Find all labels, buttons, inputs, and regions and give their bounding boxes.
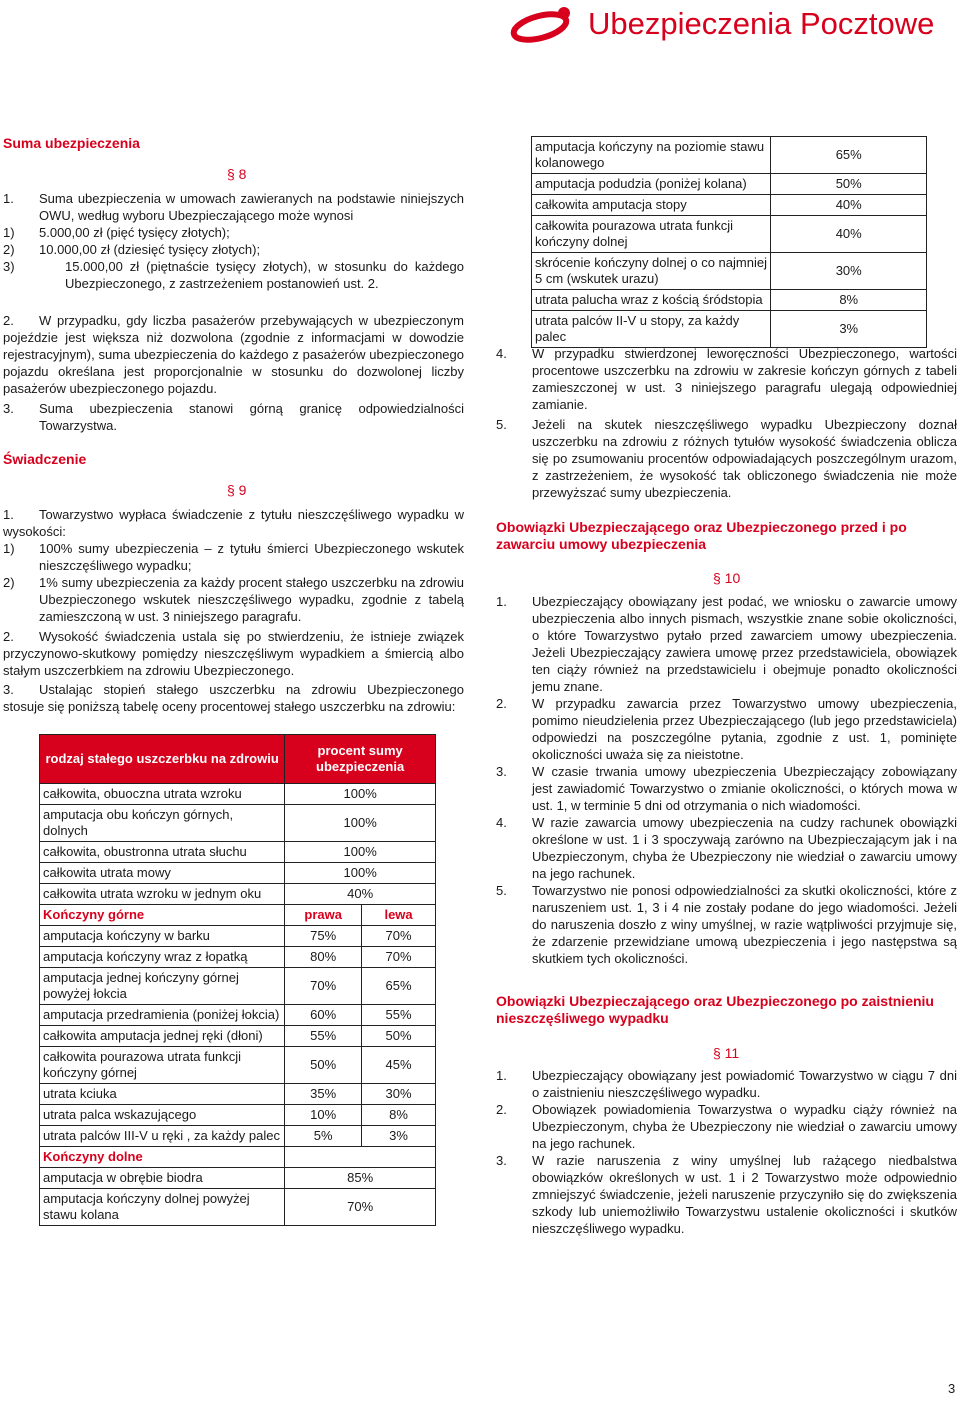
table-row: amputacja kończyny na poziomie stawu kolanowego 65%	[532, 137, 927, 174]
table-row: całkowita, obuoczna utrata wzroku 100%	[40, 784, 436, 805]
heading-obowiazki-przed: Obowiązki Ubezpieczającego oraz Ubezpieczonego przed i po zawarciu umowy ubezpieczenia	[496, 519, 907, 552]
par9-5: 5. Jeżeli na skutek nieszczęśliwego wypadku Ubezpieczony doznał uszczerbku na zdrowiu z różnych tytułów wysokość świadczenia oblicza się po zsumowaniu procentów odpowiadających poszczególnym urazom, z zastrzeżeniem, że wysokość tak obliczonego świadczenia nie może przewyższać sumy ubezpieczenia.	[496, 417, 957, 500]
list-item: 1. Ubezpieczający obowiązany jest powiadomić Towarzystwo w ciągu 7 dni o zaistnieniu nieszczęśliwego wypadku.	[496, 1068, 957, 1100]
list-item: 5. Towarzystwo nie ponosi odpowiedzialności za skutki okoliczności, które z naruszeniem ust. 1, 3 i 4 nie zostały podane do jego wiadomości. Jeżeli do naruszenia doszło z winy umyślnej, w razie wątpliwości przyjmuje się, że zdarzenie przewidziane umową ubezpieczenia i jego następstwa są skutkiem tych okoliczności.	[496, 883, 957, 966]
heading-suma: Suma ubezpieczenia	[3, 135, 140, 151]
logo	[510, 0, 960, 50]
page-number: 3	[948, 1381, 956, 1396]
table-row: całkowita pourazowa utrata funkcji kończyny dolnej 40%	[532, 216, 927, 253]
table-row: utrata palców III-V u ręki , za każdy palec 5% 3%	[40, 1126, 436, 1147]
table-header: rodzaj stałego uszczerbku na zdrowiu procent sumy ubezpieczenia	[40, 735, 436, 784]
table-row: całkowita pourazowa utrata funkcji kończyny górnej 50% 45%	[40, 1047, 436, 1084]
table-row: całkowita utrata mowy 100%	[40, 863, 436, 884]
par8-1-items: 1) 5.000,00 zł (pięć tysięcy złotych); 2) 10.000,00 zł (dziesięć tysięcy złotych); 3) 15.000,00 zł (piętnaście tysięcy złotych), w stosunku do każdego Ubezpieczonego, z zastrzeżeniem postanowień ust. 2.	[3, 225, 464, 291]
injury-table-right	[531, 136, 927, 348]
table-row: amputacja kończyny w barku 75% 70%	[40, 926, 436, 947]
par9-1: 1. Towarzystwo wypłaca świadczenie z tytułu nieszczęśliwego wypadku w wysokości: 1) 100% sumy ubezpieczenia – z tytułu śmierci Ubezpieczonego wskutek nieszczęśliwego wypadku; 2) 1% sumy ubezpieczenia za każdy procent stałego uszczerbku na zdrowiu Ubezpieczonego wskutek nieszczęśliwego wypadku, zgodnie z tabelą zamieszczoną w ust. 3 niniejszego paragrafu.	[3, 507, 464, 624]
table-row: amputacja obu kończyn górnych, dolnych 100%	[40, 805, 436, 842]
list-item: 1. Ubezpieczający obowiązany jest podać, we wniosku o zawarcie umowy ubezpieczenia albo innych pismach, wszystkie znane sobie okoliczności, o które Towarzystwo pytało przed zawarciem umowy ubezpieczenia. Jeżeli Ubezpieczający zawiera umowę przez przedstawiciela, obowiązek ten ciąży również na przedstawicielu i obejmuje ponadto okoliczności jemu znane.	[496, 594, 957, 694]
table-row: amputacja kończyny dolnej powyżej stawu kolana 70%	[40, 1189, 436, 1226]
par8-1: 1. Suma ubezpieczenia w umowach zawieranych na podstawie niniejszych OWU, według wyboru Ubezpieczającego może wynosi 1) 5.000,00 zł (pięć tysięcy złotych); 2) 10.000,00 zł (dziesięć tysięcy złotych); 3) 15.000,00 zł (piętnaście tysięcy złotych), w stosunku do każdego Ubezpieczonego, z zastrzeżeniem postanowień ust. 2.	[3, 191, 464, 291]
section-11: § 11	[713, 1045, 740, 1061]
par11-list	[496, 1067, 957, 1237]
heading-obowiazki-po: Obowiązki Ubezpieczającego oraz Ubezpieczonego po zaistnieniu nieszczęśliwego wypadku	[496, 993, 934, 1026]
table-subheader-lower: Kończyny dolne	[40, 1147, 436, 1168]
table-subheader-upper: Kończyny górne prawa lewa	[40, 905, 436, 926]
par8-3: 3. Suma ubezpieczenia stanowi górną granicę odpowiedzialności Towarzystwa.	[3, 401, 464, 433]
section-10: § 10	[713, 570, 741, 586]
table-row: amputacja kończyny wraz z łopatką 80% 70%	[40, 947, 436, 968]
table-row: utrata kciuka 35% 30%	[40, 1084, 436, 1105]
par8-2: 2. W przypadku, gdy liczba pasażerów przebywających w ubezpieczonym pojeździe jest większa niż dozwolona (zgodnie z informacjami w dowodzie rejestracyjnym), suma ubezpieczenia do każdego z pasażerów ubezpieczonego pojazdu określana jest proporcjonalnie w stosunku do dozwolonej liczby pasażerów ubezpieczonego pojazdu.	[3, 313, 464, 396]
section-8: § 8	[227, 166, 247, 182]
par9-2: 2. Wysokość świadczenia ustala się po stwierdzeniu, że istnieje związek przyczynowo-skutkowy pomiędzy nieszczęśliwym wypadkiem a śmiercią albo stałym uszczerbkiem na zdrowiu Ubezpieczonego.	[3, 629, 464, 678]
table-row: amputacja jednej kończyny górnej powyżej łokcia 70% 65%	[40, 968, 436, 1005]
list-item: 3. W razie naruszenia z winy umyślnej lub rażącego niedbalstwa obowiązków określonych w ust. 1 i 2 Towarzystwo może odpowiednio zmniejszyć świadczenie, jeżeli naruszenie przyczyniło się do zwiększenia szkody lub uniemożliwiło Towarzystwu ustalenie okoliczności i skutków nieszczęśliwego wypadku.	[496, 1153, 957, 1236]
list-item: 2. W przypadku zawarcia przez Towarzystwo umowy ubezpieczenia, pomimo nieudzielenia przez Ubezpieczającego (lub jego przedstawiciela) odpowiedzi na poszczególne pytania, zgodnie z ust. 1, pominięte okoliczności uważa się za nieistotne.	[496, 696, 957, 762]
par9-3: 3. Ustalając stopień stałego uszczerbku na zdrowiu Ubezpieczonego stosuje się poniższą tabelę oceny procentowej stałego uszczerbku na zdrowiu:	[3, 682, 464, 714]
injury-table-left	[39, 734, 436, 1226]
list-item: 2. Obowiązek powiadomienia Towarzystwa o wypadku ciąży również na Ubezpieczonym, chyba że Ubezpieczony nie wiedział o zawarciu umowy na jego rachunek.	[496, 1102, 957, 1151]
table-row: całkowita, obustronna utrata słuchu 100%	[40, 842, 436, 863]
table-row: amputacja przedramienia (poniżej łokcia) 60% 55%	[40, 1005, 436, 1026]
table-row: całkowita utrata wzroku w jednym oku 40%	[40, 884, 436, 905]
logo-text: Ubezpieczenia Pocztowe	[588, 6, 935, 41]
list-item: 4. W razie zawarcia umowy ubezpieczenia na cudzy rachunek obowiązki określone w ust. 1 i 3 spoczywają zarówno na Ubezpieczającym jak i na Ubezpieczonym, chyba że Ubezpieczony nie wiedział o zawarciu umowy na jego rachunek.	[496, 815, 957, 881]
table-row: utrata palców II-V u stopy, za każdy palec 3%	[532, 311, 927, 348]
logo-swirl-icon	[510, 2, 580, 46]
table-row: całkowita amputacja jednej ręki (dłoni) 55% 50%	[40, 1026, 436, 1047]
table-row: amputacja w obrębie biodra 85%	[40, 1168, 436, 1189]
table-row: całkowita amputacja stopy 40%	[532, 195, 927, 216]
par10-list	[496, 593, 957, 967]
table-row: skrócenie kończyny dolnej o co najmniej 5 cm (wskutek urazu) 30%	[532, 253, 927, 290]
table-row: amputacja podudzia (poniżej kolana) 50%	[532, 174, 927, 195]
table-row: utrata palucha wraz z kością śródstopia 8%	[532, 290, 927, 311]
par9-4: 4. W przypadku stwierdzonej leworęczności Ubezpieczonego, wartości procentowe uszczerbku na zdrowiu w zakresie kończyn górnych z tabeli zamieszczonej w ust. 3 niniejszego paragrafu ulegają odpowiedniej zamianie.	[496, 346, 957, 412]
heading-swiadczenie: Świadczenie	[3, 451, 87, 467]
table-row: utrata palca wskazującego 10% 8%	[40, 1105, 436, 1126]
section-9: § 9	[227, 482, 247, 498]
list-item: 3. W czasie trwania umowy ubezpieczenia Ubezpieczający zobowiązany jest zawiadomić Towarzystwo o zmianie okoliczności, o których mowa w ust. 1, w terminie 5 dni od otrzymania o nich wiadomości.	[496, 764, 957, 813]
